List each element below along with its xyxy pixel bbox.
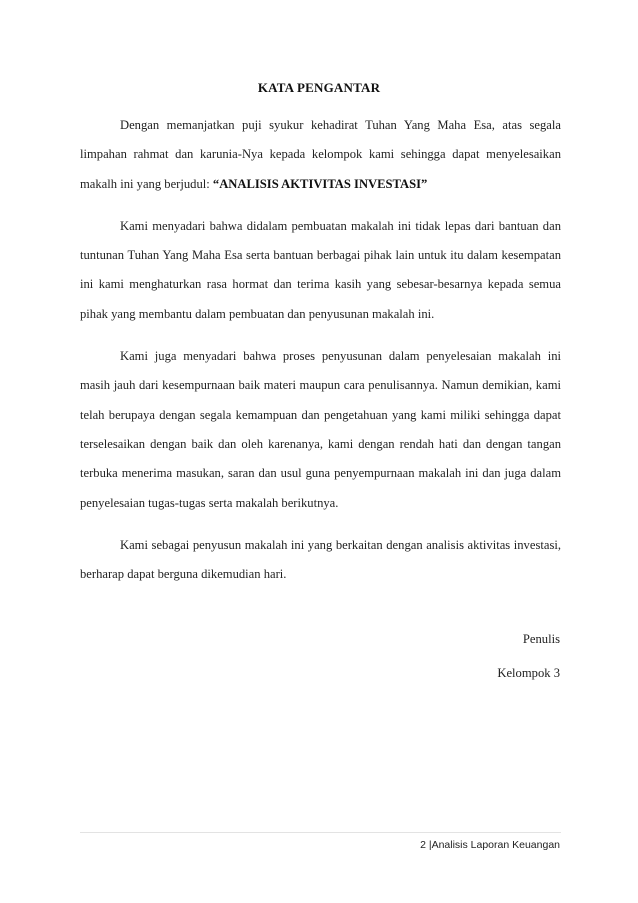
paragraph-opening [80, 111, 561, 199]
signature-group: Kelompok 3 [497, 666, 560, 680]
paragraph-opening-text: Dengan memanjatkan puji syukur kehadirat Tuhan Yang Maha Esa, atas segala limpahan rahmat dan karunia-Nya kepada kelompok kami sehingga dapat menyelesaikan makalh ini yang berjudul: [80, 118, 561, 191]
signature-block [497, 622, 560, 690]
page-footer [420, 839, 560, 851]
page-number: 2 [420, 839, 426, 851]
running-title: Analisis Laporan Keuangan [431, 839, 560, 851]
paragraph-closing: Kami sebagai penyusun makalah ini yang berkaitan dengan analisis aktivitas investasi, berharap dapat berguna dikemudian hari. [80, 537, 561, 582]
page-title: KATA PENGANTAR [257, 80, 381, 95]
footer-separator: | [425, 839, 432, 851]
document-body [80, 111, 561, 602]
footer-divider [80, 832, 561, 833]
paragraph-acknowledgement: Kami menyadari bahwa didalam pembuatan makalah ini tidak lepas dari bantuan dan tuntunan Tuhan Yang Maha Esa serta bantuan berbagai pihak lain untuk itu dalam kesempatan ini kami menghaturkan rasa hormat dan terima kasih yang sebesar-besarnya kepada semua pihak yang membantu dalam pembuatan dan penyusunan makalah ini. [80, 218, 561, 321]
paragraph-limitations: Kami juga menyadari bahwa proses penyusunan dalam penyelesaian makalah ini masih jauh dari kesempurnaan baik materi maupun cara penulisannya. Namun demikian, kami telah berupaya dengan segala kemampuan dan pengetahuan yang kami miliki sehingga dapat terselesaikan dengan baik dan oleh karenanya, kami dengan rendah hati dan dengan tangan terbuka menerima masukan, saran dan usul guna penyempurnaan makalah ini dan juga dalam penyelesaian tugas-tugas serta makalah berikutnya. [80, 349, 561, 510]
signature-role: Penulis [522, 632, 560, 646]
paper-title-emphasis: “ANALISIS AKTIVITAS INVESTASI” [212, 176, 428, 191]
